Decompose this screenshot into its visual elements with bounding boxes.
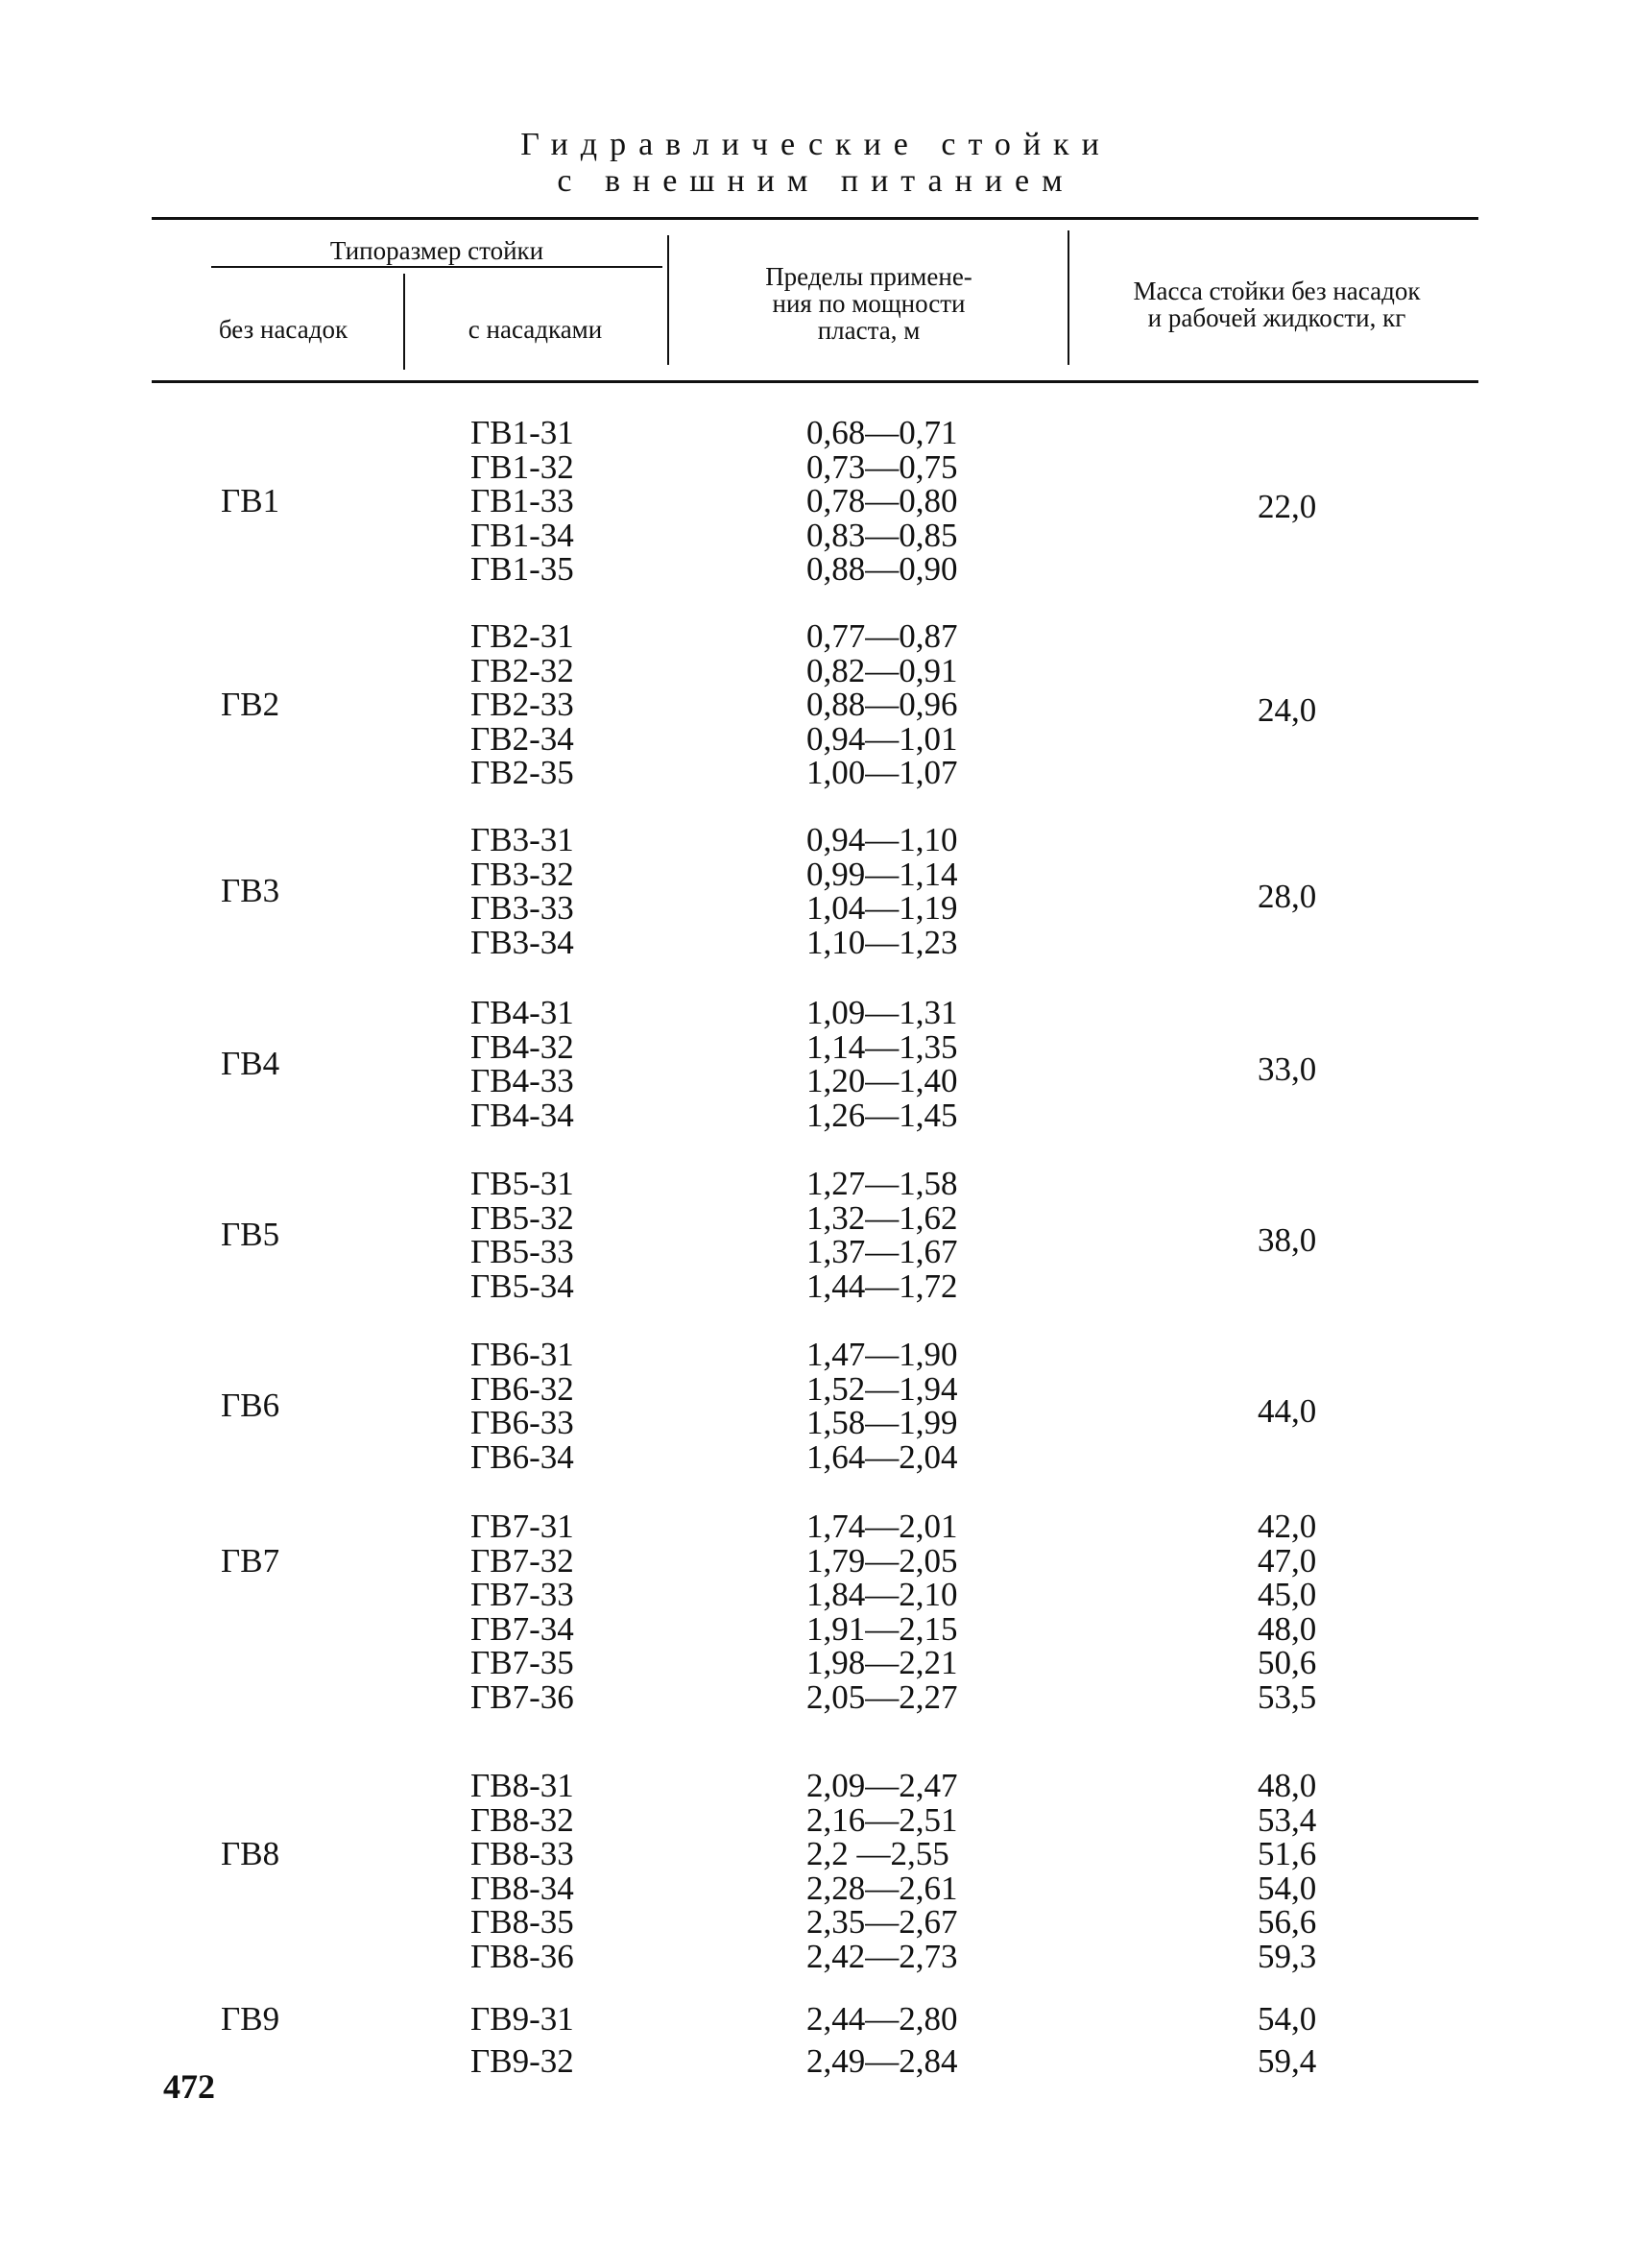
model-cell: ГВ1-35 (470, 550, 574, 588)
header-bottom-rule (152, 380, 1478, 383)
group-mass: 44,0 (1258, 1392, 1317, 1431)
model-cell: ГВ7-33 (470, 1576, 574, 1613)
model-cell: ГВ2-34 (470, 719, 574, 758)
range-cell: 0,77—0,87 (806, 617, 958, 655)
model-cell: ГВ7-34 (470, 1609, 574, 1648)
group-mass: 28,0 (1258, 878, 1317, 916)
table-row (0, 1578, 1632, 1612)
table-row (0, 1769, 1632, 1803)
range-cell: 0,99—1,14 (806, 855, 958, 893)
range-cell: 1,20—1,40 (806, 1062, 958, 1099)
size-group-label: ГВ7 (221, 1541, 280, 1580)
model-cell: ГВ8-32 (470, 1800, 574, 1839)
range-cell: 0,94—1,10 (806, 821, 958, 858)
range-cell: 1,74—2,01 (806, 1508, 958, 1545)
group-mass: 24,0 (1258, 691, 1317, 729)
table-row (0, 857, 1632, 892)
range-cell: 1,10—1,23 (806, 923, 958, 961)
model-cell: ГВ1-32 (470, 447, 574, 486)
table-row (0, 823, 1632, 857)
page-number: 472 (163, 2067, 215, 2106)
model-cell: ГВ4-33 (470, 1062, 574, 1099)
model-cell: ГВ4-32 (470, 1027, 574, 1066)
model-cell: ГВ6-33 (470, 1404, 574, 1441)
size-group-label: ГВ4 (221, 1045, 280, 1083)
size-group-label: ГВ3 (221, 872, 280, 910)
range-cell: 1,79—2,05 (806, 1541, 958, 1580)
table-row (0, 719, 1632, 758)
range-cell: 1,37—1,67 (806, 1233, 958, 1270)
range-cell: 2,28—2,61 (806, 1869, 958, 1907)
range-cell: 0,73—0,75 (806, 447, 958, 486)
size-group-label: ГВ9 (221, 2000, 280, 2038)
divider-with-range (667, 235, 669, 365)
mass-cell: 51,6 (1258, 1835, 1317, 1872)
model-cell: ГВ7-36 (470, 1677, 574, 1716)
model-cell: ГВ2-35 (470, 754, 574, 791)
size-group-label: ГВ5 (221, 1216, 280, 1254)
header-size-group: Типоразмер стойки (329, 236, 544, 265)
range-cell: 1,52—1,94 (806, 1369, 958, 1408)
mass-cell: 42,0 (1258, 1508, 1317, 1545)
model-cell: ГВ7-31 (470, 1508, 574, 1545)
table-row (0, 1064, 1632, 1098)
model-cell: ГВ5-34 (470, 1267, 574, 1305)
model-cell: ГВ1-33 (470, 482, 574, 519)
range-cell: 2,44—2,80 (806, 2000, 958, 2038)
model-cell: ГВ3-33 (470, 889, 574, 927)
range-cell: 1,09—1,31 (806, 994, 958, 1031)
range-cell: 2,16—2,51 (806, 1800, 958, 1839)
table-row (0, 552, 1632, 587)
model-cell: ГВ8-31 (470, 1767, 574, 1804)
table-row (0, 1609, 1632, 1648)
table-row (0, 1800, 1632, 1839)
table-row (0, 1369, 1632, 1408)
model-cell: ГВ5-31 (470, 1165, 574, 1202)
range-cell: 0,83—0,85 (806, 516, 958, 554)
model-cell: ГВ7-32 (470, 1541, 574, 1580)
table-title-line-2: с внешним питанием (557, 163, 1075, 199)
range-cell: 1,26—1,45 (806, 1096, 958, 1134)
table-row (0, 484, 1632, 519)
mass-cell: 53,5 (1258, 1677, 1317, 1716)
mass-cell: 48,0 (1258, 1767, 1317, 1804)
model-cell: ГВ8-33 (470, 1835, 574, 1872)
model-cell: ГВ9-31 (470, 2000, 574, 2038)
table-row (0, 1027, 1632, 1066)
table-row (0, 1235, 1632, 1269)
table-row (0, 619, 1632, 654)
model-cell: ГВ6-32 (470, 1369, 574, 1408)
table-row (0, 447, 1632, 486)
model-cell: ГВ2-31 (470, 617, 574, 655)
model-cell: ГВ5-32 (470, 1198, 574, 1237)
range-cell: 1,91—2,15 (806, 1609, 958, 1648)
size-group-label: ГВ1 (221, 482, 280, 519)
group-mass: 33,0 (1258, 1050, 1317, 1089)
range-cell: 1,44—1,72 (806, 1267, 958, 1305)
model-cell: ГВ3-31 (470, 821, 574, 858)
mass-cell: 59,3 (1258, 1937, 1317, 1975)
table-row (0, 923, 1632, 961)
header-range-line-2: ния по мощности (772, 289, 966, 318)
group-mass: 22,0 (1258, 488, 1317, 525)
mass-cell: 45,0 (1258, 1576, 1317, 1613)
table-row (0, 1677, 1632, 1716)
size-group-label: ГВ2 (221, 686, 280, 723)
table-row (0, 2002, 1632, 2037)
range-cell: 1,98—2,21 (806, 1644, 958, 1681)
mass-cell: 54,0 (1258, 2000, 1317, 2038)
mass-cell: 47,0 (1258, 1541, 1317, 1580)
table-row (0, 1541, 1632, 1580)
mass-cell: 54,0 (1258, 1869, 1317, 1907)
model-cell: ГВ4-34 (470, 1096, 574, 1134)
table-row (0, 688, 1632, 722)
range-cell: 2,09—2,47 (806, 1767, 958, 1804)
range-cell: 1,47—1,90 (806, 1336, 958, 1373)
table-row (0, 891, 1632, 926)
range-cell: 0,88—0,90 (806, 550, 958, 588)
model-cell: ГВ4-31 (470, 994, 574, 1031)
top-rule (152, 217, 1478, 220)
mass-cell: 50,6 (1258, 1644, 1317, 1681)
range-cell: 0,68—0,71 (806, 414, 958, 451)
table-row (0, 756, 1632, 790)
range-cell: 1,58—1,99 (806, 1404, 958, 1441)
range-cell: 1,04—1,19 (806, 889, 958, 927)
mass-cell: 56,6 (1258, 1903, 1317, 1941)
range-cell: 1,64—2,04 (806, 1437, 958, 1476)
table-row (0, 1937, 1632, 1975)
table-row (0, 1837, 1632, 1871)
size-group-label: ГВ6 (221, 1387, 280, 1425)
table-row (0, 1406, 1632, 1440)
range-cell: 2,42—2,73 (806, 1937, 958, 1975)
range-cell: 1,32—1,62 (806, 1198, 958, 1237)
table-row (0, 1905, 1632, 1940)
table-row (0, 1338, 1632, 1372)
range-cell: 1,00—1,07 (806, 754, 958, 791)
range-cell: 0,88—0,96 (806, 686, 958, 723)
table-row (0, 416, 1632, 450)
model-cell: ГВ6-31 (470, 1336, 574, 1373)
model-cell: ГВ3-32 (470, 855, 574, 893)
table-row (0, 1871, 1632, 1906)
range-cell: 2,35—2,67 (806, 1903, 958, 1941)
range-cell: 2,2 —2,55 (806, 1835, 949, 1872)
model-cell: ГВ8-34 (470, 1869, 574, 1907)
table-row (0, 1509, 1632, 1544)
table-row (0, 1098, 1632, 1133)
header-mass-line-2: и рабочей жидкости, кг (1147, 303, 1406, 332)
table-row (0, 516, 1632, 554)
model-cell: ГВ2-32 (470, 651, 574, 689)
header-range-line-3: пласта, м (817, 316, 921, 345)
range-cell: 1,27—1,58 (806, 1165, 958, 1202)
table-row (0, 996, 1632, 1030)
range-cell: 1,14—1,35 (806, 1027, 958, 1066)
divider-without-with (403, 274, 405, 370)
model-cell: ГВ5-33 (470, 1233, 574, 1270)
table-row (0, 2041, 1632, 2080)
table-row (0, 1167, 1632, 1201)
mass-cell: 59,4 (1258, 2041, 1317, 2080)
table-row (0, 1198, 1632, 1237)
table-row (0, 1269, 1632, 1304)
range-cell: 0,78—0,80 (806, 482, 958, 519)
size-group-label: ГВ8 (221, 1835, 280, 1872)
divider-range-mass (1068, 230, 1069, 365)
table-title-line-1: Гидравлические стойки (520, 127, 1112, 162)
range-cell: 1,84—2,10 (806, 1576, 958, 1613)
range-cell: 2,49—2,84 (806, 2041, 958, 2080)
header-mass-line-1: Масса стойки без насадок (1133, 277, 1421, 305)
model-cell: ГВ1-34 (470, 516, 574, 554)
group-rule (211, 266, 662, 268)
mass-cell: 53,4 (1258, 1800, 1317, 1839)
header-with-nozzles: с насадками (468, 315, 603, 344)
range-cell: 2,05—2,27 (806, 1677, 958, 1716)
table-row (0, 1646, 1632, 1680)
model-cell: ГВ3-34 (470, 923, 574, 961)
model-cell: ГВ7-35 (470, 1644, 574, 1681)
header-range-line-1: Пределы примене- (765, 262, 972, 291)
model-cell: ГВ2-33 (470, 686, 574, 723)
group-mass: 38,0 (1258, 1221, 1317, 1260)
model-cell: ГВ1-31 (470, 414, 574, 451)
model-cell: ГВ6-34 (470, 1437, 574, 1476)
model-cell: ГВ8-35 (470, 1903, 574, 1941)
range-cell: 0,94—1,01 (806, 719, 958, 758)
table-row (0, 651, 1632, 689)
mass-cell: 48,0 (1258, 1609, 1317, 1648)
range-cell: 0,82—0,91 (806, 651, 958, 689)
model-cell: ГВ8-36 (470, 1937, 574, 1975)
header-without-nozzles: без насадок (218, 315, 348, 344)
model-cell: ГВ9-32 (470, 2041, 574, 2080)
table-row (0, 1437, 1632, 1476)
